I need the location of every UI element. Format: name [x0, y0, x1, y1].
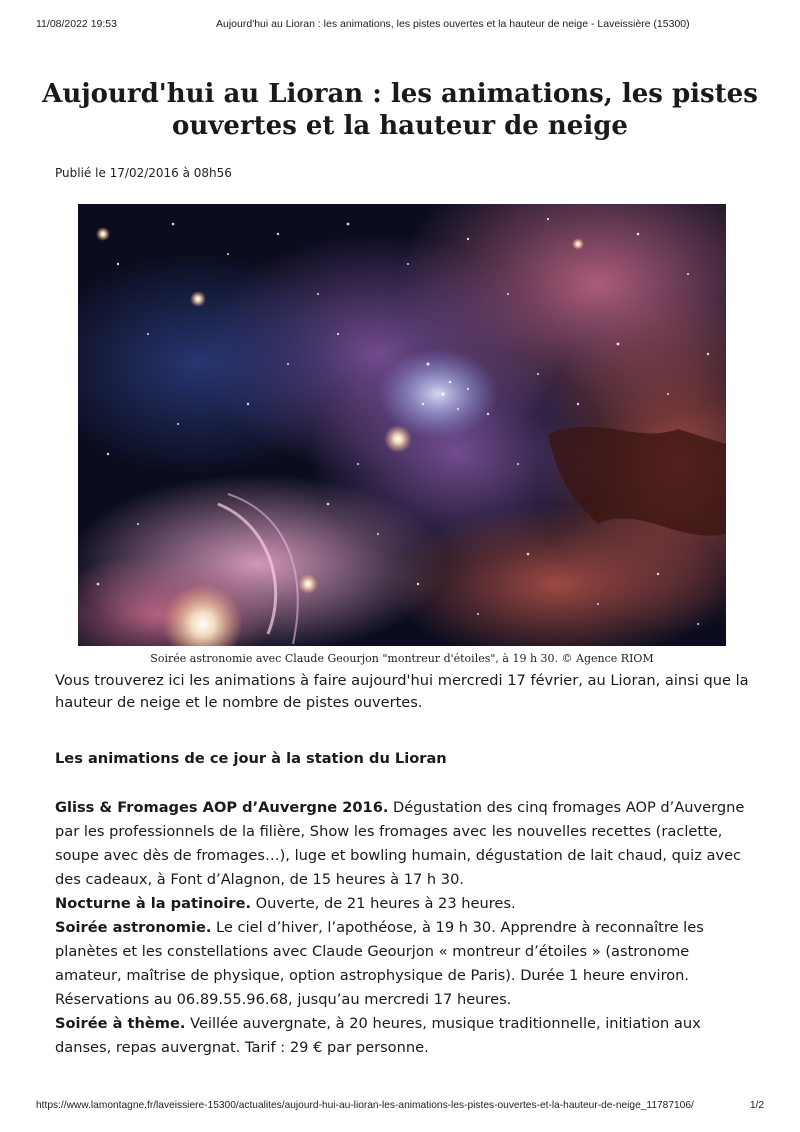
event-text: Veillée auvergnate, à 20 heures, musique traditionnelle, initiation aux danses, repas auvergnat. Tarif : 29 € par personne. — [55, 1015, 701, 1056]
events-list — [55, 796, 755, 1060]
event-item — [55, 892, 755, 916]
event-item — [55, 796, 755, 892]
event-text: Ouverte, de 21 heures à 23 heures. — [251, 895, 516, 912]
page-number: 1/2 — [749, 1100, 764, 1111]
print-doc-title: Aujourd'hui au Lioran : les animations, les pistes ouvertes et la hauteur de neige - Laveissière (15300) — [216, 18, 690, 30]
article-intro: Vous trouverez ici les animations à faire aujourd'hui mercredi 17 février, au Lioran, ainsi que la hauteur de neige et le nombre de pistes ouvertes. — [55, 672, 749, 711]
print-url: https://www.lamontagne.fr/laveissiere-15300/actualites/aujourd-hui-au-lioran-les-animations-les-pistes-ouvertes-et-la-hauteur-de-neige_11787106/ — [36, 1100, 694, 1111]
article-title: Aujourd'hui au Lioran : les animations, les pistes ouvertes et la hauteur de neige — [42, 79, 758, 141]
event-name: Soirée astronomie. — [55, 919, 212, 936]
published-date: Publié le 17/02/2016 à 08h56 — [55, 166, 232, 180]
nebula-image — [78, 204, 726, 646]
event-name: Nocturne à la patinoire. — [55, 895, 252, 912]
event-text: Dégustation des cinq fromages AOP d’Auvergne par les professionnels de la filière, Show les fromages avec les nouvelles recettes (raclette, soupe avec dès de fromages…), luge et bowling humain, dégustation de lait chaud, quiz avec des cadeaux, à Font d’Alagnon, de 15 heures à 17 h 30. — [55, 799, 745, 888]
event-text: Le ciel d’hiver, l’apothéose, à 19 h 30. Apprendre à reconnaître les planètes et les constellations avec Claude Geourjon « montreur d’étoiles » (astronome amateur, maîtrise de physique, option astrophysique de Paris). Durée 1 heure environ. Réservations au 06.89.55.96.68, jusqu’au mercredi 17 heures. — [55, 919, 704, 1008]
print-datetime: 11/08/2022 19:53 — [36, 18, 117, 30]
event-item — [55, 916, 755, 1012]
print-header — [36, 18, 764, 34]
nebula-illustration — [78, 204, 726, 646]
event-name: Gliss & Fromages AOP d’Auvergne 2016. — [55, 799, 389, 816]
event-name: Soirée à thème. — [55, 1015, 186, 1032]
section-title: Les animations de ce jour à la station du Lioran — [55, 750, 447, 767]
print-footer — [36, 1100, 764, 1116]
image-caption: Soirée astronomie avec Claude Geourjon "montreur d'étoiles", à 19 h 30. © Agence RIOM — [150, 652, 654, 665]
event-item — [55, 1012, 755, 1060]
